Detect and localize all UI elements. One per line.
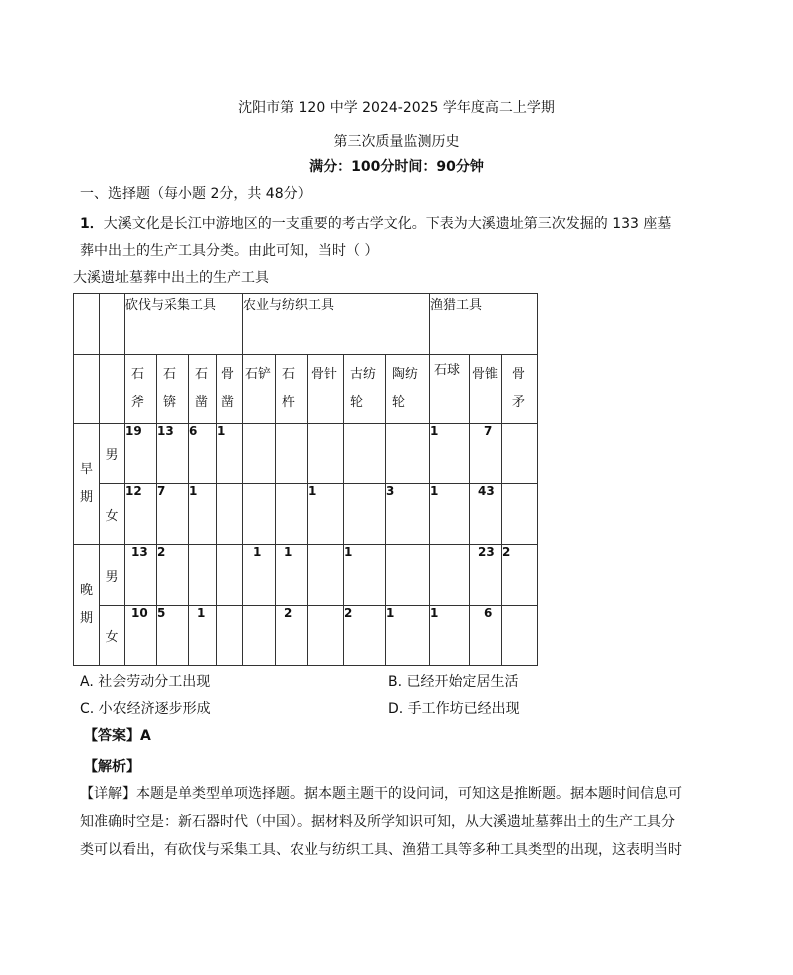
tool-header: 陶纺轮: [386, 355, 430, 424]
table-cell: 12: [125, 484, 157, 545]
table-cell: 6: [189, 424, 217, 484]
tool-header: 石锛: [157, 355, 189, 424]
exam-title-line2: 第三次质量监测历史: [333, 134, 460, 150]
table-cell: [386, 545, 430, 606]
table-cell: 2: [344, 606, 386, 666]
tool-header: 石球: [430, 355, 470, 424]
analysis-label: 【解析】: [84, 759, 140, 775]
table-cell: 1: [243, 545, 276, 606]
question-number: 1．: [80, 216, 104, 232]
option-d: D. 手工作坊已经出现: [388, 701, 520, 717]
tool-header: 石铲: [243, 355, 276, 424]
table-cell: [502, 606, 538, 666]
table-cell: 1: [430, 484, 470, 545]
table-cell: 1: [430, 424, 470, 484]
table-cell: 3: [386, 484, 430, 545]
exam-info: 满分：100分时间：90分钟: [309, 159, 484, 175]
table-cell: [430, 545, 470, 606]
answer-line: [84, 725, 151, 745]
table-row: [74, 606, 538, 666]
table-cell: [243, 424, 276, 484]
tool-header: 古纺轮: [344, 355, 386, 424]
table-cell: [502, 484, 538, 545]
table-cell: 1: [189, 484, 217, 545]
table-cell: 10: [125, 606, 157, 666]
table-cell: [344, 484, 386, 545]
period-label: 早期: [74, 424, 100, 545]
table-tool-row: [74, 355, 538, 424]
sex-label: 女: [100, 606, 125, 666]
option-c: C. 小农经济逐步形成: [80, 701, 211, 717]
table-group-row: [74, 294, 538, 355]
detail-line-2: 知准确时空是：新石器时代（中国）。据材料及所学知识可知，从大溪遗址墓葬出土的生产工具分: [80, 814, 675, 830]
tool-header: 骨矛: [502, 355, 538, 424]
period-label: 晚期: [74, 545, 100, 666]
table-cell: 43: [470, 484, 502, 545]
table-cell: 6: [470, 606, 502, 666]
option-a: A. 社会劳动分工出现: [80, 674, 211, 690]
table-cell: 2: [276, 606, 308, 666]
table-cell: [217, 606, 243, 666]
table-cell: 2: [157, 545, 189, 606]
table-cell: 23: [470, 545, 502, 606]
table-cell: [276, 424, 308, 484]
exam-title-line1: 沈阳市第 120 中学 2024-2025 学年度高二上学期: [238, 100, 555, 116]
table-cell: 7: [157, 484, 189, 545]
option-b: B. 已经开始定居生活: [388, 674, 519, 690]
table-cell: 7: [470, 424, 502, 484]
answer-label: 【答案】: [84, 728, 140, 744]
table-corner-cell: [74, 355, 100, 424]
table-corner-cell: [100, 355, 125, 424]
table-row: [74, 545, 538, 606]
table-cell: [344, 424, 386, 484]
section-title: 一、选择题（每小题 2分，共 48分）: [80, 186, 312, 202]
table-corner-cell: [100, 294, 125, 355]
detail-line-1: 【详解】本题是单类型单项选择题。据本题主题干的设问词，可知这是推断题。据本题时间信息可: [80, 786, 682, 802]
answer-value: A: [140, 728, 151, 744]
table-cell: [189, 545, 217, 606]
table-cell: 5: [157, 606, 189, 666]
table-cell: [308, 606, 344, 666]
table-cell: 1: [189, 606, 217, 666]
tool-header: 石杵: [276, 355, 308, 424]
tool-header: 骨针: [308, 355, 344, 424]
table-caption: 大溪遗址墓葬中出土的生产工具: [73, 270, 269, 286]
table-cell: [217, 545, 243, 606]
tool-header: 石凿: [189, 355, 217, 424]
table-cell: 19: [125, 424, 157, 484]
detail-line-3: 类可以看出，有砍伐与采集工具、农业与纺织工具、渔猎工具等多种工具类型的出现，这表明当时: [80, 842, 682, 858]
table-cell: 1: [386, 606, 430, 666]
table-cell: [308, 424, 344, 484]
table-cell: [243, 484, 276, 545]
group-header: 渔猎工具: [430, 294, 538, 355]
table-cell: 1: [276, 545, 308, 606]
table-cell: 1: [430, 606, 470, 666]
table-cell: [308, 545, 344, 606]
table-cell: [243, 606, 276, 666]
table-cell: 13: [125, 545, 157, 606]
sex-label: 女: [100, 484, 125, 545]
table-corner-cell: [74, 294, 100, 355]
table-cell: [502, 424, 538, 484]
question-text: 大溪文化是长江中游地区的一支重要的考古学文化。下表为大溪遗址第三次发掘的 133 座墓: [103, 216, 672, 232]
tool-header: 骨锥: [470, 355, 502, 424]
group-header: 农业与纺织工具: [243, 294, 430, 355]
group-header: 砍伐与采集工具: [125, 294, 243, 355]
question-text-line2: 葬中出土的生产工具分类。由此可知，当时（ ）: [80, 243, 379, 259]
table-cell: 13: [157, 424, 189, 484]
sex-label: 男: [100, 424, 125, 484]
table-cell: [217, 484, 243, 545]
tools-table: [73, 293, 538, 666]
table-cell: [386, 424, 430, 484]
table-cell: 2: [502, 545, 538, 606]
table-cell: 1: [308, 484, 344, 545]
table-row: [74, 424, 538, 484]
table-cell: 1: [217, 424, 243, 484]
question-text-line1: [80, 213, 671, 233]
sex-label: 男: [100, 545, 125, 606]
table-row: [74, 484, 538, 545]
table-cell: 1: [344, 545, 386, 606]
table-cell: [276, 484, 308, 545]
tool-header: 石斧: [125, 355, 157, 424]
tool-header: 骨凿: [217, 355, 243, 424]
